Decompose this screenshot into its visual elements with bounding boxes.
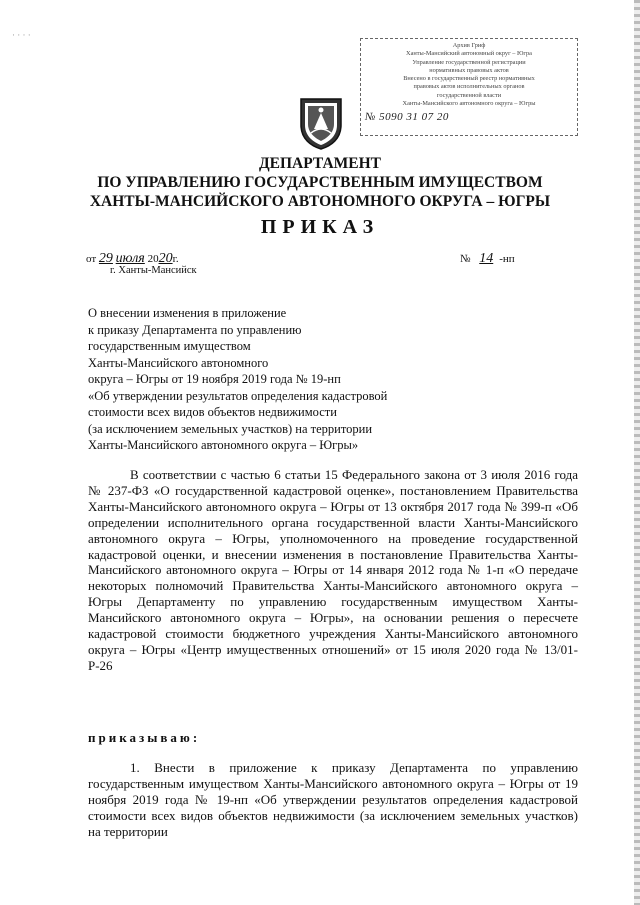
preamble [88, 467, 578, 674]
order-word: приказываю: [88, 730, 201, 745]
stamp-line: нормативных правовых актов [429, 66, 509, 74]
subject-line: О внесении изменения в приложение [88, 306, 287, 320]
order-subject [88, 305, 428, 454]
registration-stamp [360, 38, 578, 136]
stamp-line: правовых актов исполнительных органов [413, 83, 525, 91]
stamp-line: Внесено в государственный реестр нормативных [403, 75, 535, 83]
department-header [40, 154, 600, 211]
corner-mark: · · · · [12, 30, 31, 40]
subject-line: округа – Югры от 19 ноября 2019 года № 19-нп [88, 372, 341, 386]
date-suffix: г. [172, 253, 179, 265]
date-prefix: от [86, 253, 97, 265]
stamp-line: Архив Гриф [452, 42, 486, 49]
subject-line: Ханты-Мансийского автономного округа – Югры» [88, 438, 359, 452]
department-line: ПО УПРАВЛЕНИЮ ГОСУДАРСТВЕННЫМ ИМУЩЕСТВОМ [97, 174, 543, 191]
stamp-line: Ханты-Мансийского автономного округа – Югры [402, 100, 536, 108]
stamp-line: Управление государственной регистрации [412, 58, 526, 66]
date-year-suffix: 20 [158, 251, 173, 266]
stamp-registration-number: № 5090 31 07 20 [365, 111, 449, 124]
preamble-paragraph: В соответствии с частью 6 статьи 15 Федерального закона от 3 июля 2016 года № 237-ФЗ «О государственной кадастровой оценке», постановлением Правительства Ханты-Мансийского автономного округа – Югры от 13 октября 2017 года № 399-п «Об определении исполнительного органа государственной власти Ханты-Мансийского автономного округа – Югры, уполномоченного на проведение государственной кадастровой оценки, и внесении изменения в постановление Правительства Ханты-Мансийского автономного округа – Югры от 14 января 2012 года № 1-п «О передаче некоторых полномочий Правительства Ханты-Мансийского автономного округа – Югры Департаменту по управлению государственным имуществом Ханты-Мансийского автономного округа – Югры», на основании решения о пересчете кадастровой стоимости бюджетного учреждения Ханты-Мансийского автономного округа – Югры «Центр имущественных отношений» от 15 июля 2020 года № 13/01-Р-26 [88, 467, 578, 673]
order-title: ПРИКАЗ [260, 216, 380, 238]
stamp-line: Ханты-Мансийский автономный округ – Югра [406, 50, 532, 58]
subject-line: стоимости всех видов объектов недвижимости [88, 405, 337, 419]
date-day: 29 [98, 251, 113, 266]
stamp-line: государственной власти [436, 91, 502, 99]
city: г. Ханты-Мансийск [110, 265, 197, 276]
number-prefix: № [460, 253, 471, 265]
order-number [460, 251, 515, 267]
date-month: июля [115, 251, 145, 266]
coat-of-arms-icon [297, 95, 345, 151]
subject-line: «Об утверждении результатов определения кадастровой [88, 388, 388, 403]
number-suffix: -нп [499, 253, 515, 265]
number-value: 14 [479, 251, 494, 266]
date-year-prefix: 20 [147, 253, 159, 265]
subject-line: (за исключением земельных участков) на территории [88, 421, 373, 436]
subject-line: к приказу Департамента по управлению [88, 322, 302, 337]
order-item-paragraph: 1. Внести в приложение к приказу Департамента по управлению государственным имуществом Ханты-Мансийского автономного округа – Югры от 19 ноября 2019 года № 19-нп «Об утверждении результатов определения кадастровой стоимости всех видов объектов недвижимости (за исключением земельных участков) на территории [88, 760, 578, 839]
department-line: ХАНТЫ-МАНСИЙСКОГО АВТОНОМНОГО ОКРУГА – ЮГРЫ [89, 193, 551, 210]
order-item-1 [88, 760, 578, 840]
subject-line: государственным имуществом [88, 339, 251, 353]
scan-edge [634, 0, 640, 905]
department-line: ДЕПАРТАМЕНТ [258, 155, 382, 172]
subject-line: Ханты-Мансийского автономного [88, 355, 269, 370]
